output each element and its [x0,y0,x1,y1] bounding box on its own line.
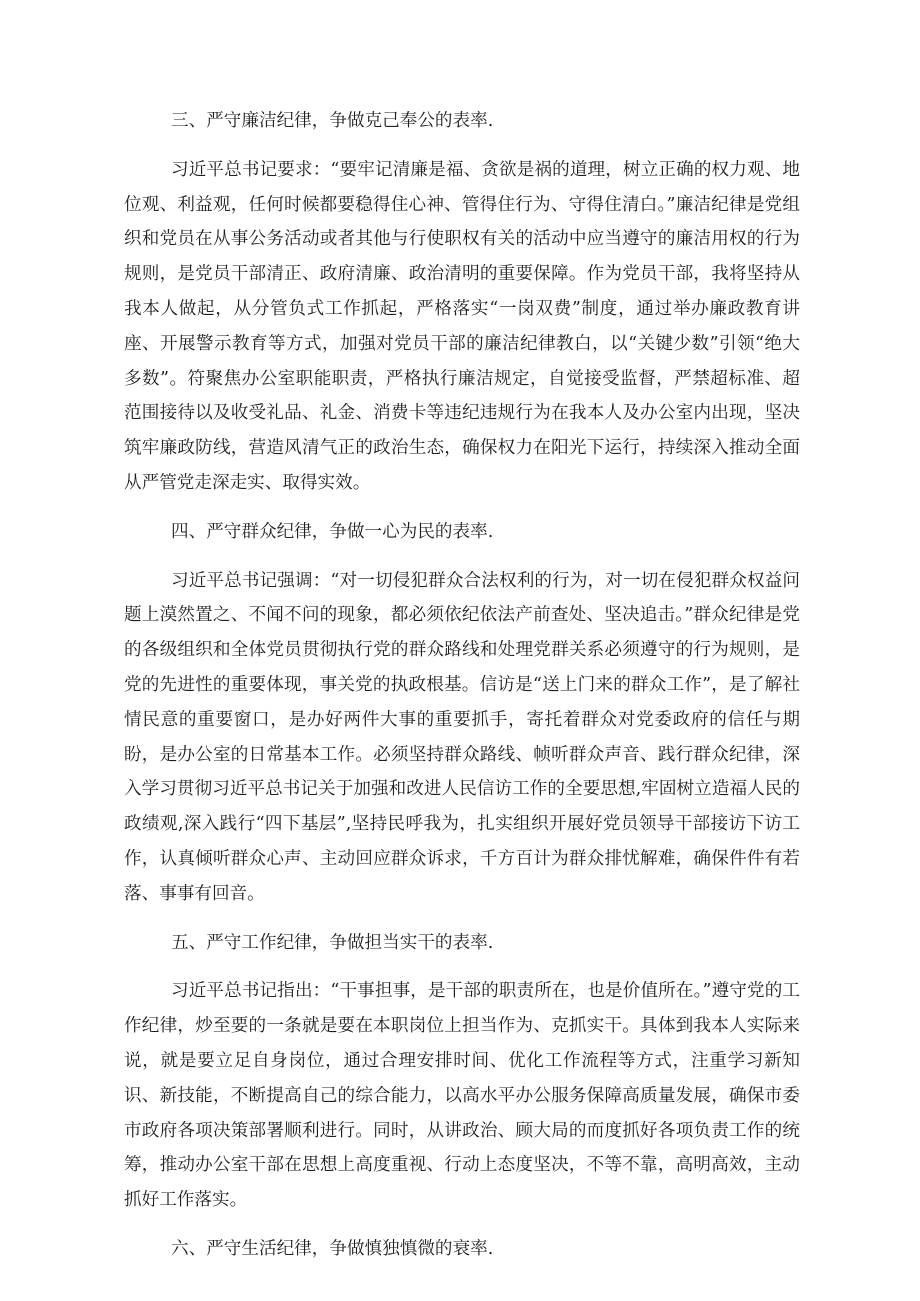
section-paragraph-3: 习近平总书记要求：“要牢记清廉是福、贪欲是祸的道理，树立正确的权力观、地位观、利益观，任何时候都要稳得住心神、管得住行为、守得住清白。”廉洁纪律是党组织和党员在从事公务活动或者其他与行使职权有关的活动中应当遵守的廉洁用权的行为规则，是党员干部清正、政府清廉、政治清明的重要保障。作为党员干部，我将坚持从我本人做起，从分管负式工作抓起，严格落实“一岗双费”制度，通过举办廉政教育讲座、开展警示教育等方式，加强对党员干部的廉洁纪律教白，以“关键少数”引领“绝大多数”。符聚焦办公室职能职责，严格执行廉洁规定，自觉接受监督，严禁超标准、超范围接待以及收受礼品、礼金、消费卡等违纪违规行为在我本人及办公室内出现，坚决筑牢廉政防线，营造风清气正的政治生态，确保权力在阳光下运行，持续深入推动全面从严管党走深走实、取得实效。 [124,159,800,493]
section-paragraph-5: 习近平总书记指出：“干事担事，是干部的职责所在，也是价值所在。”遵守党的工作纪律，炒至要的一条就是要在本职岗位上担当作为、克抓实干。具体到我本人实际来说，就是要立足自身岗位，通过合理安排时间、优化工作流程等方式，注重学习新知识、新技能，不断提高自己的综合能力，以高水平办公服务保障高质量发展，确保市委市政府各项决策部署顺利进行。同时，从讲政治、顾大局的而度抓好各项负责工作的统筹，推动办公室干部在思想上高度重视、行动上态度坚决，不等不靠，高明高效，主动抓好工作落实。 [124,981,800,1211]
section-heading-6: 六、严守生活纪律，争做慎独慎微的衰率. [171,1238,494,1259]
section-paragraph-4: 习近平总书记强调：“对一切侵犯群众合法权利的行为，对一切在侵犯群众权益问题上漠然置之、不闻不问的现象，都必须依纪依法产前查处、坚决追击。”群众纪律是党的各级组织和全体党员贯彻执行党的群众路线和处理党群关系必须遵守的行为规则，是党的先进性的重要体现，事关党的执政根基。信访是“送上门来的群众工作”，是了解社情民意的重要窗口，是办好两件大事的重要抓手，寄托着群众对党委政府的信任与期盼，是办公室的日常基本工作。必须坚持群众路线、帧听群众声音、践行群众纪律，深入学习贯彻习近平总书记关于加强和改进人民信访工作的全要思想,牢固树立造福人民的政绩观,深入践行“四下基层”,坚持民呼我为，扎实组织开展好党员领导干部接访下访工作，认真倾听群众心声、主动回应群众诉求，千方百计为群众排忧解难，确保件件有若落、事事有回音。 [124,570,800,904]
section-heading-4: 四、严守群众纪律，争做一心为民的表率. [171,521,494,542]
section-heading-3: 三、严守廉洁纪律，争做克己奉公的表率. [171,111,494,131]
section-heading-5: 五、严守工作纪律，争做担当实干的表率. [171,932,494,953]
document-body [124,104,800,1281]
